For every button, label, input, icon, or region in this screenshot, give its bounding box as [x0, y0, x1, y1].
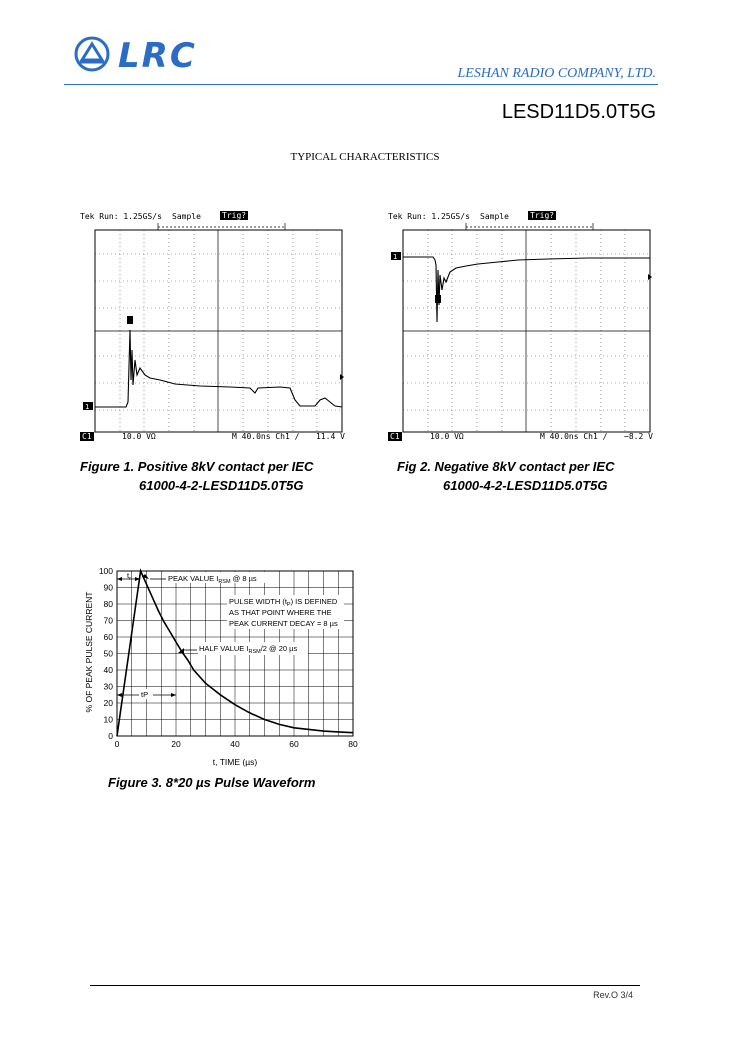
- scope-mode: Sample: [480, 212, 509, 221]
- company-logo-icon: [74, 36, 110, 72]
- chart-y-tick-label: 70: [103, 615, 113, 626]
- scope-trigger-level: 11.4 V: [316, 432, 345, 441]
- pulse-waveform-chart: [78, 562, 368, 774]
- scope-screen: [388, 210, 658, 445]
- chart-y-tick-label: 60: [103, 632, 113, 642]
- chart-x-tick-label: 40: [230, 739, 240, 749]
- scope-channel-tag: C1: [82, 432, 92, 441]
- header-divider: [64, 84, 658, 85]
- chart-x-tick-label: 0: [114, 739, 120, 749]
- scope-header: Tek Run: 1.25GS/s: [388, 212, 470, 221]
- scope-screen: [80, 210, 350, 445]
- scope-volts-div: 10.0 VΩ: [430, 432, 464, 441]
- chart-x-tick-label: 60: [289, 739, 299, 749]
- tr-label: $t_r$: [127, 571, 131, 582]
- scope-volts-div: 10.0 VΩ: [122, 432, 156, 441]
- scope-time-div: M 40.0ns Ch1 ∕: [232, 432, 300, 441]
- figure1-caption-line1: Figure 1. Positive 8kV contact per IEC: [80, 459, 314, 474]
- svg-text:1: 1: [393, 253, 398, 261]
- pulse-width-line3: PEAK CURRENT DECAY = 8 µs: [229, 619, 338, 628]
- scope-mode: Sample: [172, 212, 201, 221]
- pulse-width-line1: PULSE WIDTH $(t_P)$ IS DEFINED: [229, 597, 338, 608]
- chart-y-tick-label: 20: [103, 698, 113, 708]
- scope-trig: Trig?: [530, 211, 555, 220]
- svg-text:1: 1: [85, 403, 90, 411]
- chart-y-tick-label: 100: [98, 566, 113, 576]
- scope-trigger-level: −8.2 V: [624, 432, 653, 441]
- chart-y-tick-label: 30: [103, 681, 113, 692]
- scope-header: Tek Run: 1.25GS/s: [80, 212, 162, 221]
- chart-y-tick-label: 0: [108, 731, 113, 741]
- figure2-caption-line1: Fig 2. Negative 8kV contact per IEC: [397, 459, 615, 474]
- chart-y-tick-label: 10: [103, 714, 113, 725]
- scope-time-div: M 40.0ns Ch1 ∕: [540, 432, 608, 441]
- figure3-caption: Figure 3. 8*20 µs Pulse Waveform: [108, 775, 316, 790]
- footer-divider: [90, 985, 640, 986]
- pulse-width-line2: AS THAT POINT WHERE THE: [229, 608, 332, 617]
- logo-text: LRC: [118, 36, 197, 76]
- chart-y-tick-label: 40: [103, 665, 113, 675]
- chart-x-tick-label: 20: [171, 739, 181, 749]
- chart-y-tick-label: 50: [103, 648, 113, 659]
- chart-x-tick-label: 80: [348, 739, 358, 749]
- figure2-scope: [388, 210, 658, 445]
- part-number: LESD11D5.0T5G: [501, 101, 656, 123]
- chart-y-axis-label: % OF PEAK PULSE CURRENT: [84, 591, 94, 713]
- revision-page: Rev.O 3/4: [593, 990, 633, 1000]
- chart-y-tick-label: 80: [103, 599, 113, 609]
- scope-channel-tag: C1: [390, 432, 400, 441]
- section-title: TYPICAL CHARACTERISTICS: [290, 151, 440, 163]
- company-name: LESHAN RADIO COMPANY, LTD.: [457, 66, 656, 81]
- chart-x-axis-label: t, TIME (µs): [212, 757, 258, 767]
- peak-value-label: PEAK VALUE $I_{RSM}$ @ 8 µs: [168, 574, 257, 585]
- figure1-caption-line2: 61000-4-2-LESD11D5.0T5G: [139, 478, 304, 493]
- tp-label: tP: [141, 690, 149, 699]
- figure2-caption-line2: 61000-4-2-LESD11D5.0T5G: [443, 478, 608, 493]
- chart-y-tick-label: 90: [103, 582, 113, 593]
- half-value-label: HALF VALUE $I_{RSM}/2$ @ 20 µs: [199, 644, 298, 655]
- scope-trig: Trig?: [222, 211, 247, 220]
- figure1-scope: [80, 210, 350, 445]
